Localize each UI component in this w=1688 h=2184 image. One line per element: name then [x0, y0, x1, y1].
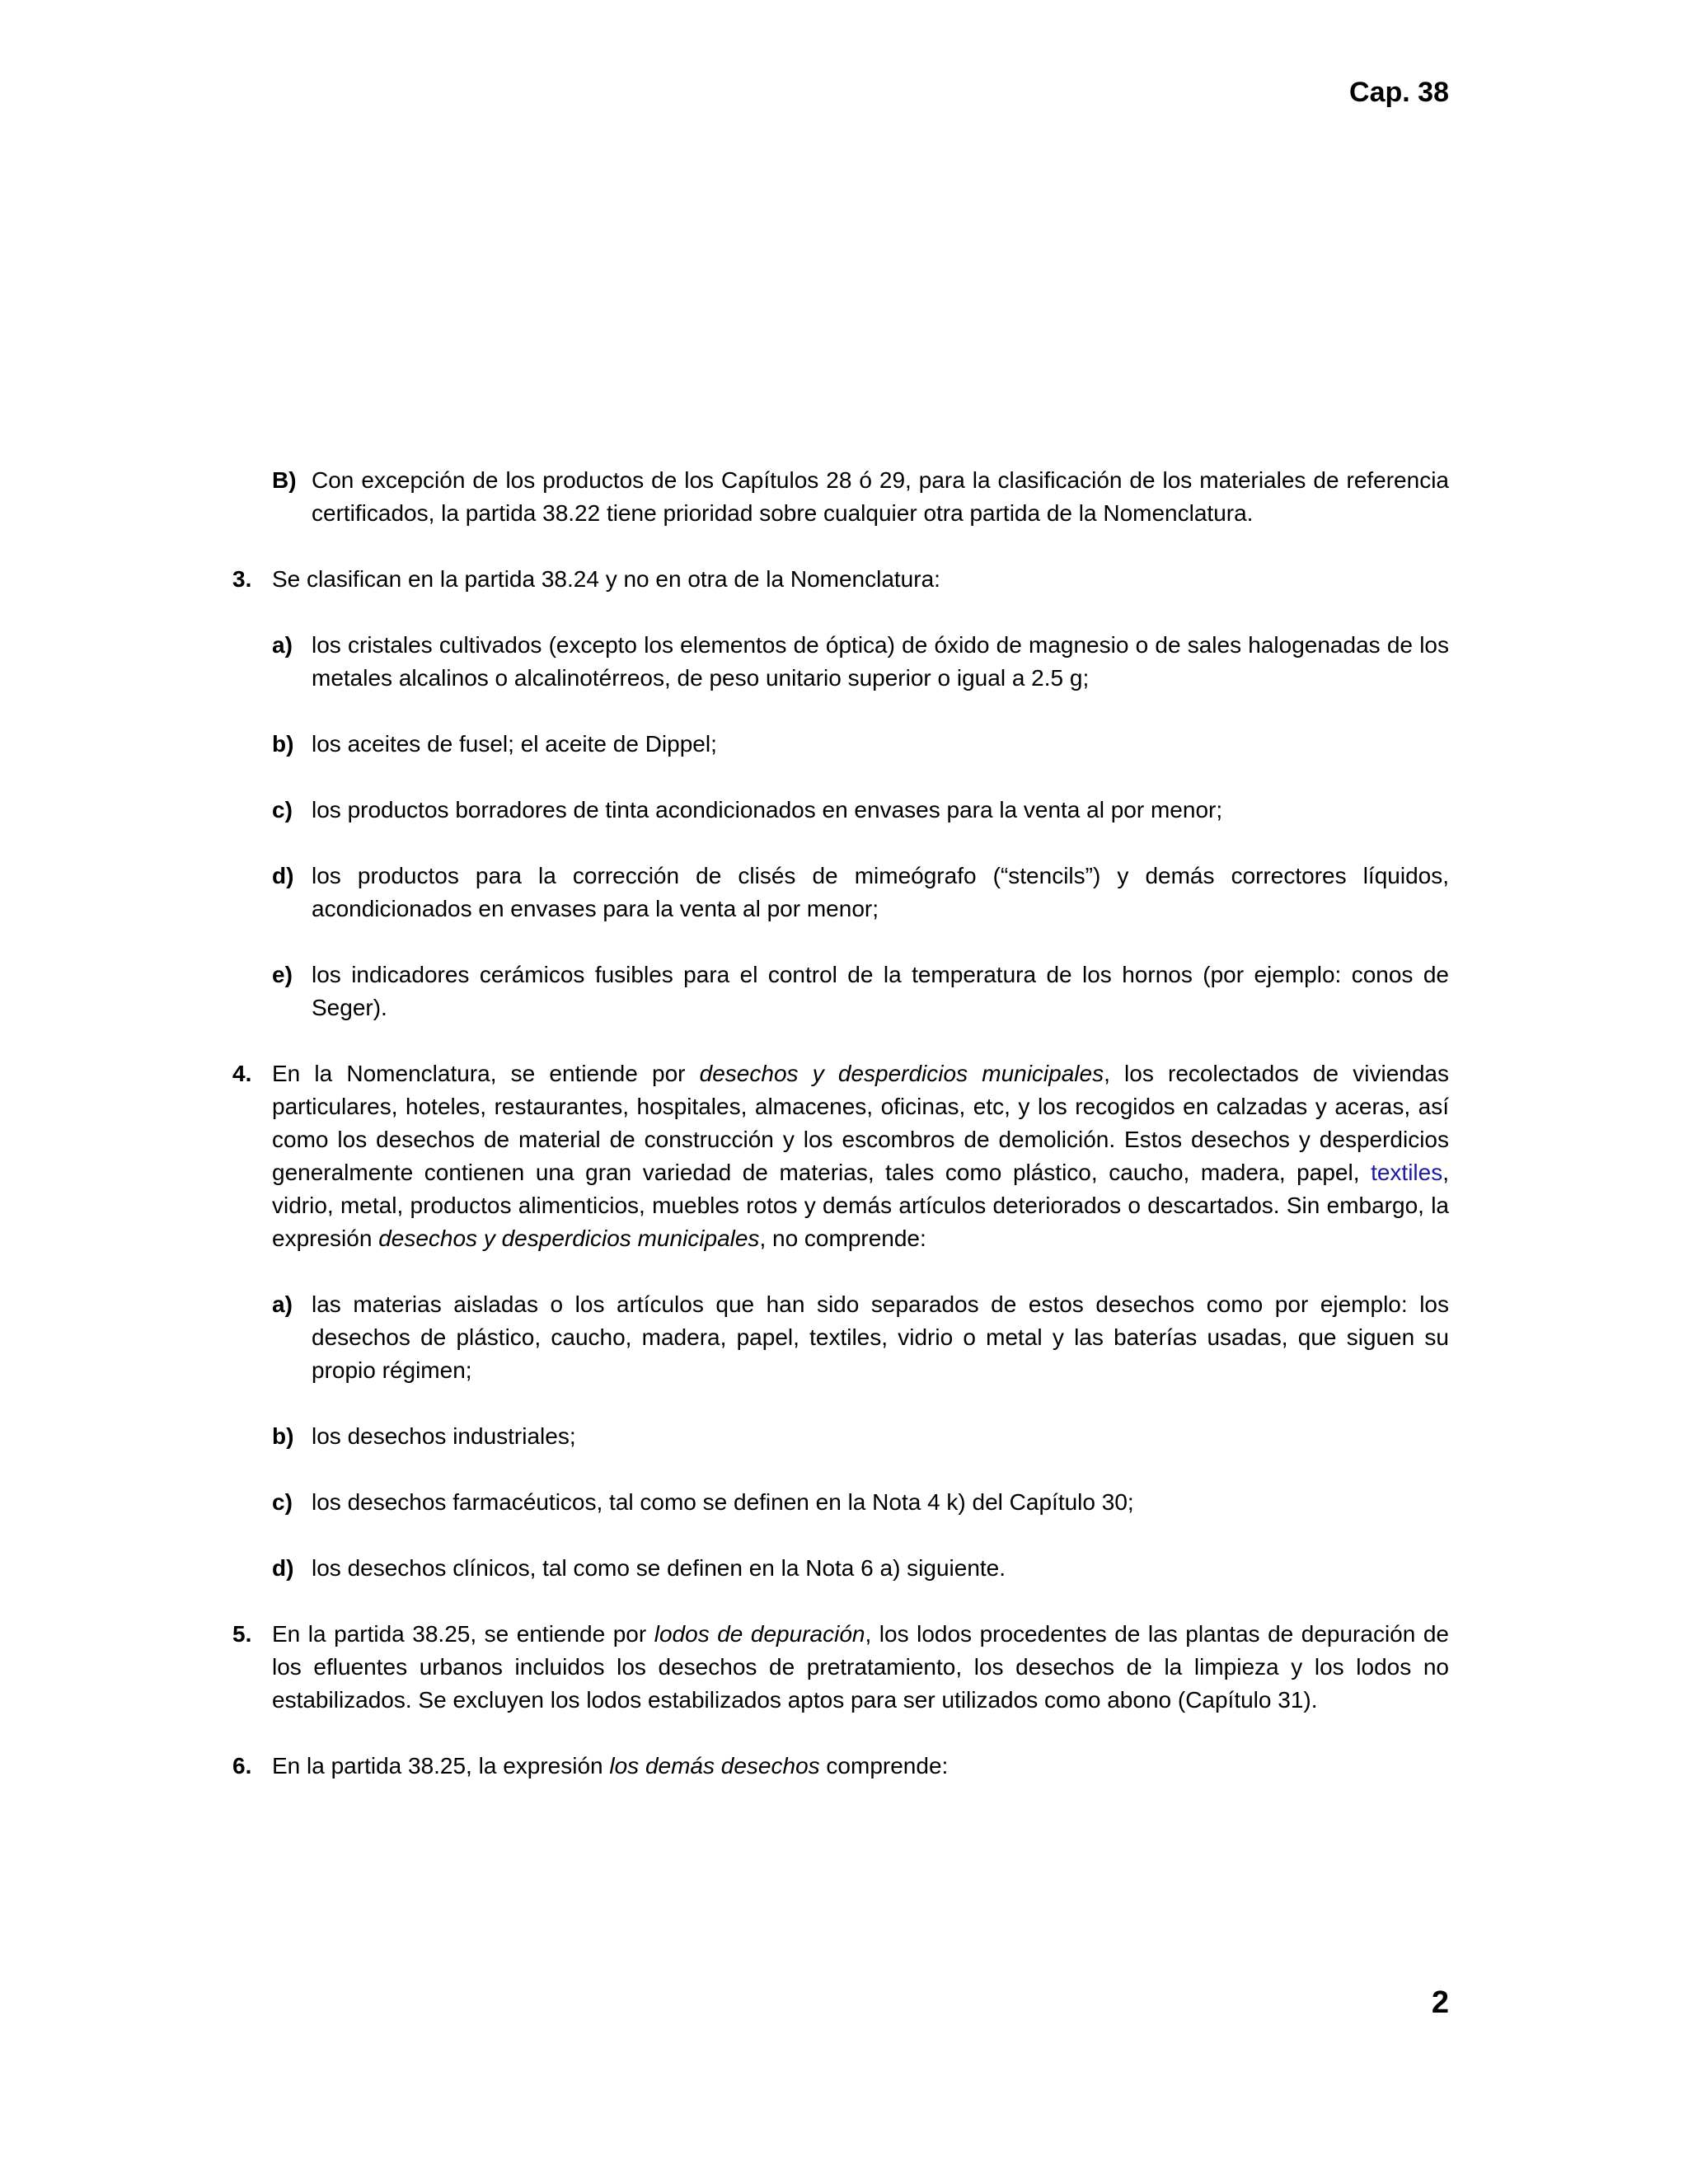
- item-marker: b): [272, 1423, 294, 1449]
- item-marker: c): [272, 797, 293, 823]
- note-text-part: , no comprende:: [759, 1226, 926, 1251]
- note-text-part: , vidrio, metal, productos alimenticios, muebles rotos y demás artículos deteriorados o descartados. Sin embargo, la expresión: [272, 1160, 1449, 1251]
- note-text-part: En la partida 38.25, se entiende por: [272, 1621, 654, 1647]
- item-text: los productos para la corrección de clisés de mimeógrafo (“stencils”) y demás correctores líquidos, acondicionados en envases para la venta al por menor;: [312, 863, 1449, 921]
- defined-term: desechos y desperdicios municipales: [699, 1061, 1104, 1086]
- note-2-item-b: [232, 464, 1449, 530]
- textiles-link[interactable]: textiles: [1371, 1160, 1443, 1185]
- note-3-item-c: [232, 794, 1449, 827]
- note-text-part: En la Nomenclatura, se entiende por: [272, 1061, 700, 1086]
- item-marker: c): [272, 1489, 293, 1515]
- note-4-item-a: [232, 1288, 1449, 1387]
- note-text-part: comprende:: [819, 1753, 949, 1779]
- item-marker: d): [272, 1555, 294, 1581]
- note-3-item-d: [232, 860, 1449, 926]
- item-marker: d): [272, 863, 294, 888]
- item-text: Con excepción de los productos de los Capítulos 28 ó 29, para la clasificación de los materiales de referencia certificados, la partida 38.22 tiene prioridad sobre cualquier otra partida de la Nomenclatura.: [312, 467, 1449, 526]
- item-text: los aceites de fusel; el aceite de Dippel;: [312, 731, 717, 757]
- item-marker: a): [272, 632, 293, 658]
- document-body: [232, 464, 1449, 1783]
- page-number: 2: [1431, 1985, 1449, 2020]
- note-4-item-b: [232, 1420, 1449, 1453]
- note-3-item-e: [232, 958, 1449, 1024]
- note-5: [232, 1618, 1449, 1717]
- note-text: Se clasifican en la partida 38.24 y no en otra de la Nomenclatura:: [272, 566, 940, 592]
- note-text-part: En la partida 38.25, la expresión: [272, 1753, 610, 1779]
- item-text: los desechos industriales;: [312, 1423, 576, 1449]
- note-3-item-a: [232, 629, 1449, 695]
- note-4: [232, 1057, 1449, 1255]
- defined-term: lodos de depuración: [654, 1621, 865, 1647]
- item-marker: a): [272, 1291, 293, 1317]
- note-3: [232, 563, 1449, 596]
- item-text: los desechos farmacéuticos, tal como se definen en la Nota 4 k) del Capítulo 30;: [312, 1489, 1134, 1515]
- item-text: las materias aisladas o los artículos que han sido separados de estos desechos como por ejemplo: los desechos de plástico, caucho, madera, papel, textiles, vidrio o metal y las baterías usadas, que siguen su propio régimen;: [312, 1291, 1449, 1383]
- defined-term: desechos y desperdicios municipales: [378, 1226, 760, 1251]
- defined-term: los demás desechos: [609, 1753, 820, 1779]
- item-text: los desechos clínicos, tal como se definen en la Nota 6 a) siguiente.: [312, 1555, 1006, 1581]
- item-text: los indicadores cerámicos fusibles para el control de la temperatura de los hornos (por ejemplo: conos de Seger).: [312, 962, 1449, 1020]
- item-marker: b): [272, 731, 294, 757]
- note-4-item-c: [232, 1486, 1449, 1519]
- note-marker: 3.: [232, 566, 252, 592]
- note-marker: 6.: [232, 1753, 252, 1779]
- note-6: [232, 1750, 1449, 1783]
- item-text: los productos borradores de tinta acondicionados en envases para la venta al por menor;: [312, 797, 1223, 823]
- item-marker: B): [272, 467, 297, 493]
- note-text-part: , los recolectados de viviendas particulares, hoteles, restaurantes, hospitales, almacenes, oficinas, etc, y los recogidos en calzadas y aceras, así como los desechos de material de construcción y los escombros de demolición. Estos desechos y desperdicios generalmente contienen una gran variedad de materias, tales como plástico, caucho, madera, papel,: [272, 1061, 1449, 1185]
- item-text: los cristales cultivados (excepto los elementos de óptica) de óxido de magnesio o de sales halogenadas de los metales alcalinos o alcalinotérreos, de peso unitario superior o igual a 2.5 g;: [312, 632, 1449, 691]
- item-marker: e): [272, 962, 293, 987]
- note-4-item-d: [232, 1552, 1449, 1585]
- note-3-item-b: [232, 728, 1449, 761]
- note-marker: 4.: [232, 1061, 252, 1086]
- chapter-header: Cap. 38: [1349, 77, 1449, 108]
- note-text-part: , los lodos procedentes de las plantas de depuración de los efluentes urbanos incluidos los desechos de pretratamiento, los desechos de la limpieza y los lodos no estabilizados. Se excluyen los lodos estabilizados aptos para ser utilizados como abono (Capítulo 31).: [272, 1621, 1449, 1713]
- note-marker: 5.: [232, 1621, 252, 1647]
